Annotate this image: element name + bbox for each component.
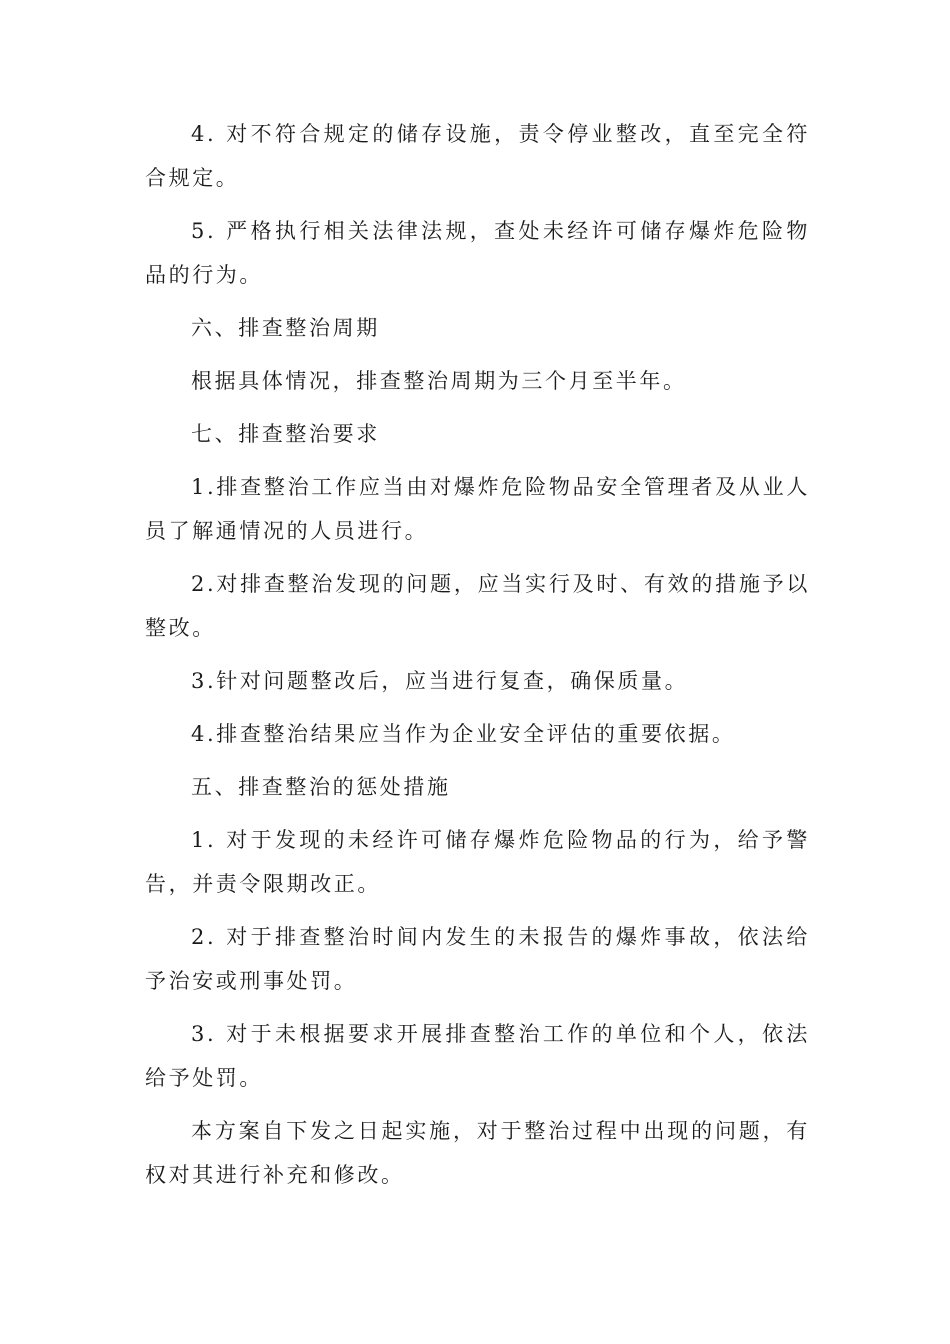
document-body	[145, 112, 810, 1197]
section-heading-7-requirements: 七、排查整治要求	[191, 422, 380, 446]
paragraph-requirement-1: 1.排查整治工作应当由对爆炸危险物品安全管理者及从业人员了解通情况的人员进行。	[145, 475, 810, 543]
paragraph-item-4-storage-rectification: 4. 对不符合规定的储存设施，责令停业整改，直至完全符合规定。	[145, 122, 810, 190]
paragraph-closing-statement: 本方案自下发之日起实施，对于整治过程中出现的问题，有权对其进行补充和修改。	[145, 1119, 810, 1187]
paragraph-penalty-1: 1. 对于发现的未经许可储存爆炸危险物品的行为，给予警告，并责令限期改正。	[145, 828, 810, 896]
section-heading-6-period: 六、排查整治周期	[191, 316, 380, 340]
paragraph-penalty-2: 2. 对于排查整治时间内发生的未报告的爆炸事故，依法给予治安或刑事处罚。	[145, 925, 810, 993]
paragraph-requirement-3: 3.针对问题整改后，应当进行复查，确保质量。	[191, 669, 689, 693]
paragraph-item-5-enforce-laws: 5. 严格执行相关法律法规，查处未经许可储存爆炸危险物品的行为。	[145, 219, 810, 287]
paragraph-period-description: 根据具体情况，排查整治周期为三个月至半年。	[191, 369, 687, 393]
paragraph-penalty-3: 3. 对于未根据要求开展排查整治工作的单位和个人，依法给予处罚。	[145, 1022, 810, 1090]
paragraph-requirement-4: 4.排查整治结果应当作为企业安全评估的重要依据。	[191, 722, 736, 746]
section-heading-5-penalties: 五、排查整治的惩处措施	[191, 775, 451, 799]
paragraph-requirement-2: 2.对排查整治发现的问题，应当实行及时、有效的措施予以整改。	[145, 572, 810, 640]
